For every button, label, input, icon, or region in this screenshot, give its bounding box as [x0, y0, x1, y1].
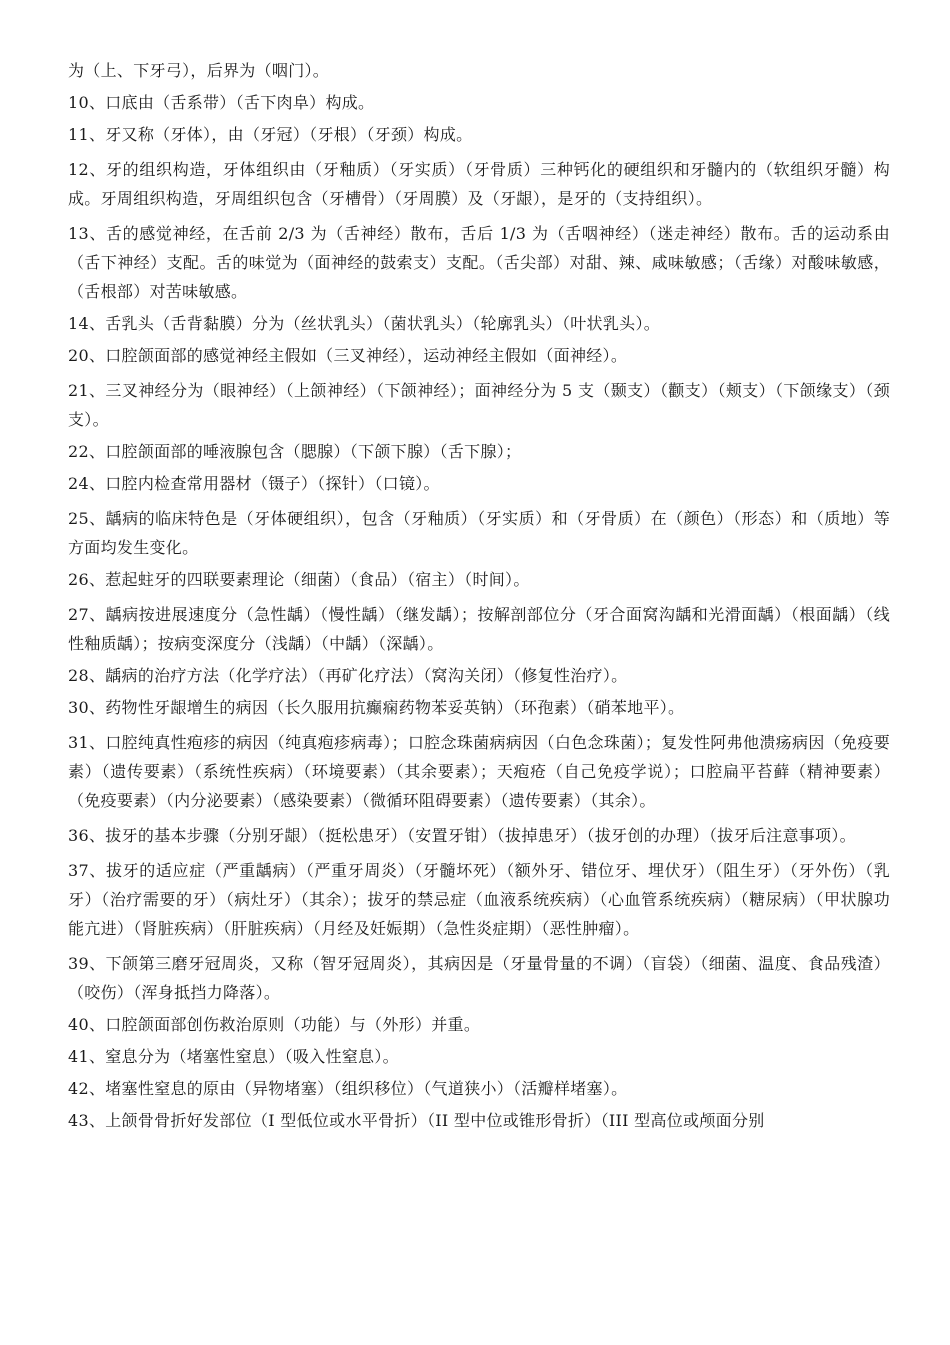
item-text: 31、口腔纯真性疱疹的病因（纯真疱疹病毒）；口腔念珠菌病病因（白色念珠菌）；复发性阿弗他溃疡病因（免疫要素）（遗传要素）（系统性疾病）（环境要素）（其余要素）；天疱疮（自己免疫学说）；口腔扁平苔藓（精神要素）（免疫要素）（内分泌要素）（感染要素）（微循环阻碍要素）（遗传要素）（其余）。 — [68, 733, 890, 810]
item-text: 28、龋病的治疗方法（化学疗法）（再矿化疗法）（窝沟关闭）（修复性治疗）。 — [68, 666, 628, 685]
list-item — [68, 376, 890, 434]
item-text: 30、药物性牙龈增生的病因（长久服用抗癫痫药物苯妥英钠）（环孢素）（硝苯地平）。 — [68, 698, 685, 717]
item-text: 39、下颌第三磨牙冠周炎，又称（智牙冠周炎），其病因是（牙量骨量的不调）（盲袋）（细菌、温度、食品残渣）（咬伤）（浑身抵挡力降落）。 — [68, 954, 890, 1002]
item-text: 40、口腔颌面部创伤救治原则（功能）与（外形）并重。 — [68, 1015, 481, 1034]
list-item — [68, 600, 890, 658]
list-item — [68, 1042, 890, 1071]
list-item — [68, 469, 890, 498]
item-text: 10、口底由（舌系带）（舌下肉阜）构成。 — [68, 93, 375, 112]
list-item — [68, 565, 890, 594]
list-item — [68, 728, 890, 815]
list-item — [68, 219, 890, 306]
item-text: 37、拔牙的适应症（严重龋病）（严重牙周炎）（牙髓坏死）（额外牙、错位牙、埋伏牙）（阻生牙）（牙外伤）（乳牙）（治疗需要的牙）（病灶牙）（其余）；拔牙的禁忌症（血液系统疾病）（心血管系统疾病）（糖尿病）（甲状腺功能亢进）（肾脏疾病）（肝脏疾病）（月经及妊娠期）（急性炎症期）（恶性肿瘤）。 — [68, 861, 890, 938]
list-item — [68, 88, 890, 117]
list-item — [68, 504, 890, 562]
item-text: 14、舌乳头（舌背黏膜）分为（丝状乳头）（菌状乳头）（轮廓乳头）（叶状乳头）。 — [68, 314, 661, 333]
list-item — [68, 120, 890, 149]
list-item — [68, 1074, 890, 1103]
list-item — [68, 1010, 890, 1039]
item-text: 42、堵塞性窒息的原由（异物堵塞）（组织移位）（气道狭小）（活瓣样堵塞）。 — [68, 1079, 628, 1098]
item-text: 41、窒息分为（堵塞性窒息）（吸入性窒息）。 — [68, 1047, 399, 1066]
item-text: 21、三叉神经分为（眼神经）（上颌神经）（下颌神经）；面神经分为 5 支（颞支）（颧支）（颊支）（下颌缘支）（颈支）。 — [68, 381, 890, 429]
list-item — [68, 437, 890, 466]
item-text: 13、舌的感觉神经，在舌前 2/3 为（舌神经）散布，舌后 1/3 为（舌咽神经）（迷走神经）散布。舌的运动系由（舌下神经）支配。舌的味觉为（面神经的鼓索支）支配。（舌尖部）对甜、辣、咸味敏感；（舌缘）对酸味敏感，（舌根部）对苦味敏感。 — [68, 224, 890, 301]
list-item — [68, 155, 890, 213]
list-item — [68, 693, 890, 722]
item-text: 22、口腔颌面部的唾液腺包含（腮腺）（下颌下腺）（舌下腺）； — [68, 442, 522, 461]
list-item — [68, 661, 890, 690]
item-text: 为（上、下牙弓），后界为（咽门）。 — [68, 61, 330, 80]
item-text: 12、牙的组织构造，牙体组织由（牙釉质）（牙实质）（牙骨质）三种钙化的硬组织和牙髓内的（软组织牙髓）构成。牙周组织构造，牙周组织包含（牙槽骨）（牙周膜）及（牙龈），是牙的（支持组织）。 — [68, 160, 890, 208]
list-item — [68, 309, 890, 338]
list-item — [68, 821, 890, 850]
list-item — [68, 856, 890, 943]
item-text: 26、惹起蛀牙的四联要素理论（细菌）（食品）（宿主）（时间）。 — [68, 570, 530, 589]
list-item — [68, 341, 890, 370]
item-text: 25、龋病的临床特色是（牙体硬组织），包含（牙釉质）（牙实质）和（牙骨质）在（颜色）（形态）和（质地）等方面均发生变化。 — [68, 509, 890, 557]
item-text: 24、口腔内检查常用器材（镊子）（探针）（口镜）。 — [68, 474, 440, 493]
item-text: 43、上颌骨骨折好发部位（I 型低位或水平骨折）（II 型中位或锥形骨折）（III 型高位或颅面分别 — [68, 1111, 765, 1130]
item-text: 20、口腔颌面部的感觉神经主假如（三叉神经），运动神经主假如（面神经）。 — [68, 346, 628, 365]
list-item — [68, 56, 890, 85]
list-item — [68, 949, 890, 1007]
item-text: 27、龋病按进展速度分（急性龋）（慢性龋）（继发龋）；按解剖部位分（牙合面窝沟龋和光滑面龋）（根面龋）（线性釉质龋）；按病变深度分（浅龋）（中龋）（深龋）。 — [68, 605, 890, 653]
item-text: 36、拔牙的基本步骤（分别牙龈）（挺松患牙）（安置牙钳）（拔掉患牙）（拔牙创的办理）（拔牙后注意事项）。 — [68, 826, 856, 845]
list-item — [68, 1106, 890, 1135]
item-text: 11、牙又称（牙体），由（牙冠）（牙根）（牙颈）构成。 — [68, 125, 473, 144]
